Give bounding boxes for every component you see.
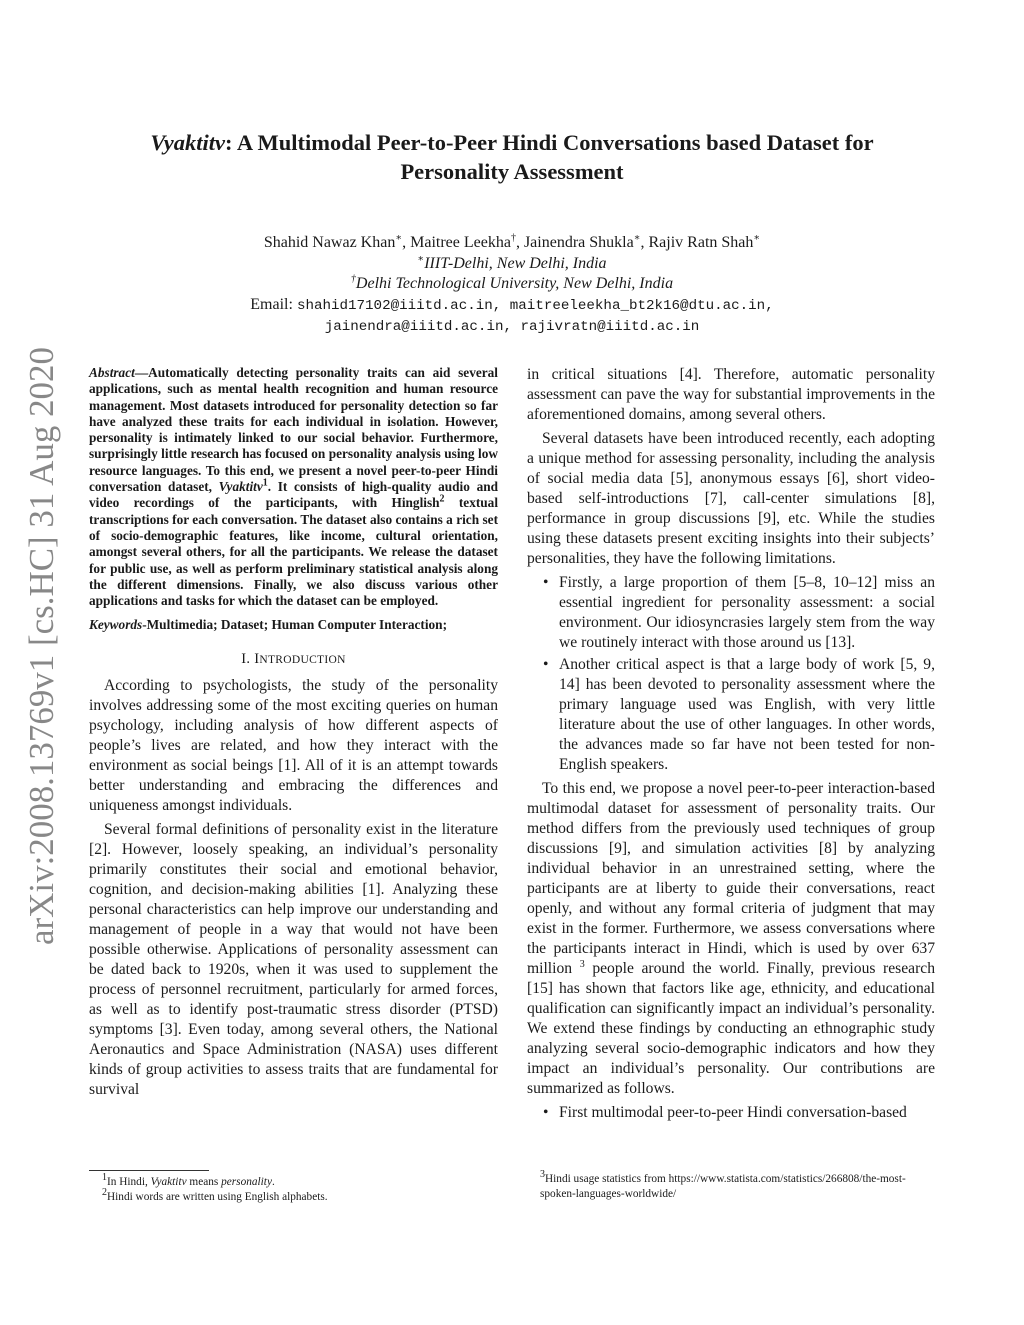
arxiv-identifier-text: arXiv:2008.13769v1 [cs.HC] 31 Aug 2020	[22, 346, 61, 945]
affiliation-mark: ∗	[395, 232, 403, 244]
affiliation-mark: ∗	[753, 232, 761, 244]
footnotes-right	[527, 1169, 937, 1202]
abstract-text: . It consists of high-quality audio and video recordings of the participants, with Hinglish	[89, 479, 499, 511]
abstract-dataset-name: Vyaktitv	[218, 479, 263, 495]
footnote-2	[89, 1187, 498, 1205]
author-name: , Jainendra Shukla	[515, 234, 634, 251]
author-name: , Rajiv Ratn Shah	[640, 234, 754, 251]
body-text-segment: To this end, we propose a novel peer-to-peer interaction-based multimodal dataset for assessment of personality traits. Our method differs from the previously used techniques of group discussions [9], and simulation activities [8] by analyzing individual behavior in an unrestrained setting, where the participants are at liberty to guide their conversations, react openly, and without any formal criteria of judgment that may exist in the former. Furthermore, we assess conversations where the participants interact in Hindi, which is used by over 637 million	[527, 780, 935, 977]
right-column	[527, 365, 935, 1160]
keywords-label: Keywords	[89, 617, 143, 633]
body-paragraph	[527, 779, 935, 1099]
email-line-1	[100, 295, 924, 317]
list-item	[527, 573, 935, 653]
list-item	[527, 1103, 935, 1123]
body-paragraph: in critical situations [4]. Therefore, automatic personality assessment can pave the way for substantial improvements in the aforementioned domains, among several others.	[527, 366, 935, 423]
keywords	[89, 617, 498, 633]
body-text-segment: people around the world. Finally, previous research [15] has shown that factors like age, ethnicity, and educational qualification can significantly impact an individual’s personality. We extend these findings by conducting an ethnographic study analyzing several socio-demographic indicators and how they impact an individual’s personality. Our contributions are summarized as follows.	[527, 960, 935, 1097]
abstract	[89, 365, 498, 609]
email-addresses: jainendra@iiitd.ac.in, rajivratn@iiitd.ac.in	[324, 319, 700, 335]
abstract-text: Automatically detecting personality traits can aid several applications, such as mental health recognition and human resource management. Most datasets introduced for personality detection so far have analyzed these traits for each individual in isolation. However, personality is intimately linked to our social behavior. Furthermore, surprisingly little research has focused on personality analysis using low resource languages. To this end, we present a novel peer-to-peer Hindi conversation dataset,	[89, 365, 498, 495]
affiliation-text: IIIT-Delhi, New Delhi, India	[424, 254, 607, 272]
list-item-text: Firstly, a large proportion of them [5–8, 10–12] miss an essential ingredient for personality assessment: a social environment. Our idiosyncrasies largely stem from the way we routinely interact with those around us [13].	[559, 574, 935, 651]
section-heading-introduction	[89, 650, 498, 669]
email-label: Email:	[250, 295, 297, 313]
affiliation-1	[100, 254, 924, 275]
list-item-text: First multimodal peer-to-peer Hindi conversation-based	[559, 1104, 907, 1121]
footnote-text: .	[271, 1176, 275, 1188]
footnote-mark: 2	[439, 493, 445, 505]
affiliation-2	[100, 274, 924, 295]
email-line-2	[100, 316, 924, 338]
footnote-3	[527, 1169, 937, 1202]
footnote-1	[89, 1172, 498, 1190]
email-addresses: shahid17102@iiitd.ac.in, maitreeleekha_bt2k16@dtu.ac.in,	[296, 297, 774, 314]
section-title-rest: NTRODUCTION	[259, 653, 346, 666]
intro-paragraph: Several formal definitions of personality exist in the literature [2]. However, loosely speaking, an individual’s personality primarily constitutes their social and emotional behavior, cognition, and decision-making abilities [1]. Analyzing these personal characteristics can help improve our understanding and management of people in a way that would not have been possible otherwise. Applications of personality assessment can be dated back to 1920s, when it was used to supplement the process of personnel recruitment, particularly for armed forces, as well as to identify post-traumatic stress disorder (PTSD) symptoms [3]. Even today, among several others, the National Aeronautics and Space Administration (NASA) uses different kinds of group activities to assess traits that are fundamental for survival	[89, 820, 498, 1098]
affiliation-mark: †	[350, 273, 356, 285]
left-column	[89, 365, 498, 1160]
affiliation-mark: ∗	[633, 232, 641, 244]
contributions-list	[527, 1103, 935, 1123]
abstract-label: Abstract	[89, 365, 135, 380]
affiliation-text: Delhi Technological University, New Delhi, India	[355, 275, 674, 292]
section-title-initial: I	[254, 650, 260, 667]
footnote-text: Vyaktitv	[150, 1176, 187, 1188]
list-item	[527, 655, 935, 775]
section-numeral: I.	[241, 650, 255, 667]
abstract-text: textual transcriptions for each conversation. The dataset also contains a rich set of socio-demographic features, like income, cultural orientation, amongst several others, for all the participants. We release the dataset for public use, as well as perform preliminary statistical analysis along the different dimensions. Finally, we also discuss various other applications and tasks for which the dataset can be employed.	[89, 495, 499, 609]
title-dataset-name: Vyaktitv	[150, 130, 225, 155]
footnote-text: Hindi words are written using English alphabets.	[107, 1191, 328, 1203]
footnote-text: Hindi usage statistics from https://www.statista.com/statistics/266808/the-most-spoken-languages-worldwide/	[540, 1173, 906, 1200]
footnote-mark: 3	[579, 958, 585, 970]
bullet-icon: •	[543, 574, 549, 591]
bullet-icon: •	[543, 656, 549, 673]
abstract-dash: —	[134, 365, 149, 380]
footnotes-left	[89, 1170, 498, 1205]
footnote-text: In Hindi,	[107, 1176, 151, 1188]
author-names	[100, 233, 924, 254]
affiliation-mark: †	[510, 232, 516, 244]
author-name: , Maitree Leekha	[402, 234, 511, 251]
limitations-list	[527, 573, 935, 775]
author-name: Shahid Nawaz Khan	[263, 234, 396, 251]
title-line2: Personality Assessment	[400, 159, 624, 184]
author-block	[100, 233, 924, 338]
affiliation-mark: ∗	[417, 253, 425, 265]
footnote-mark: 2	[102, 1187, 107, 1199]
body-paragraph: Several datasets have been introduced recently, each adopting a unique method for assessing personality, including the analysis of social media data [5], anonymous essays [6], short video-based self-introductions [7], call-center simulations [8], performance in group discussions [9], etc. While the studies using these datasets present exciting insights into their subjects’ personalities, they have the following limitations.	[527, 430, 935, 567]
paper-title	[100, 128, 924, 186]
title-line1: : A Multimodal Peer-to-Peer Hindi Conversations based Dataset for	[224, 130, 874, 155]
intro-paragraph: According to psychologists, the study of the personality involves addressing some of the most exciting queries on human psychology, including analysis of how different aspects of people’s lives are related, and how they interact with the environment as social beings [1]. All of it is an attempt towards better understanding and embracing the differences and uniqueness amongst individuals.	[89, 676, 498, 814]
arxiv-identifier-stamp	[18, 345, 63, 945]
footnote-text: means	[186, 1176, 222, 1188]
keywords-text: -Multimedia; Dataset; Human Computer Interaction;	[142, 617, 448, 633]
footnote-text: personality	[221, 1176, 272, 1188]
footnote-mark: 1	[102, 1172, 107, 1184]
footnote-mark: 3	[540, 1169, 545, 1181]
list-item-text: Another critical aspect is that a large body of work [5, 9, 14] has been devoted to personality assessment where the primary language used was English, with very little literature about the use of other languages. In other words, the advances made so far have not been tested for non-English speakers.	[559, 656, 935, 773]
footnote-mark: 1	[262, 477, 268, 489]
bullet-icon: •	[543, 1104, 549, 1121]
footnote-rule	[89, 1170, 209, 1171]
